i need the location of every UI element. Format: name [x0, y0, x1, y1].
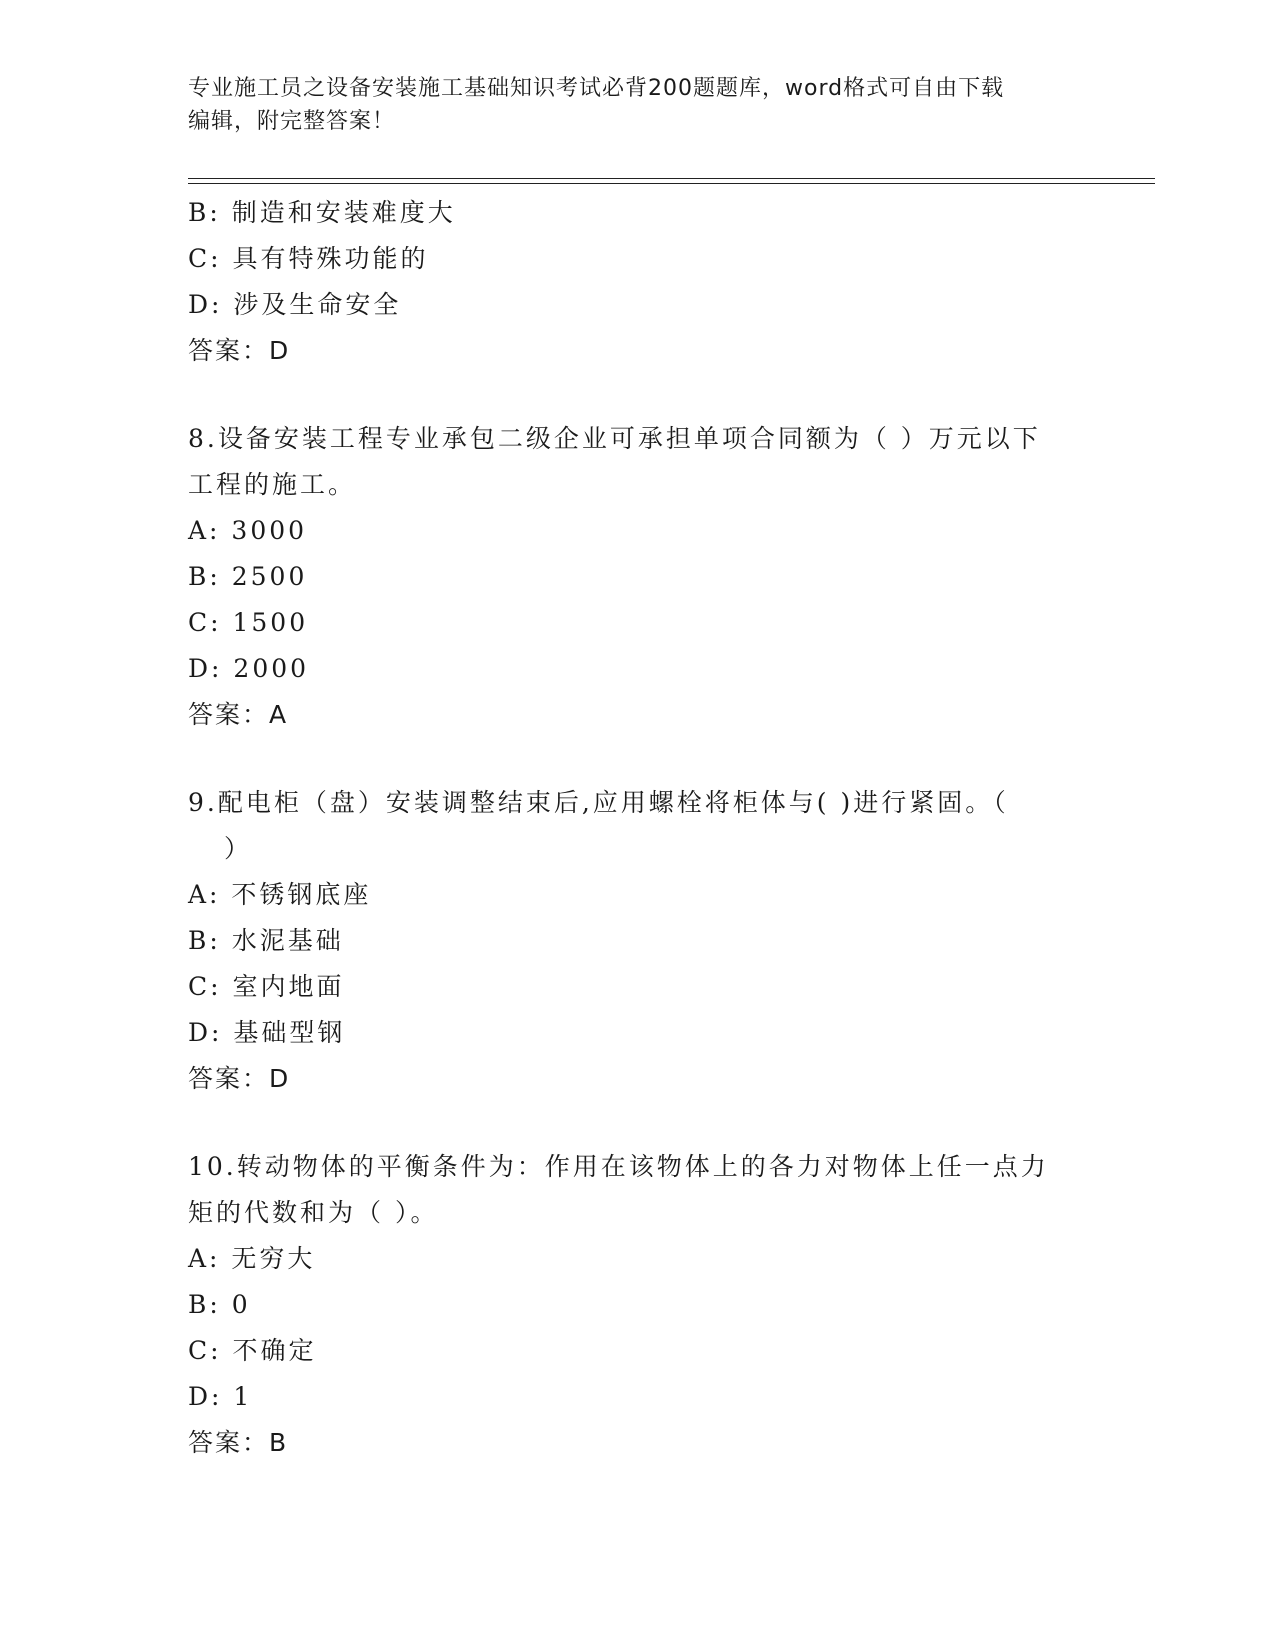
question-8-text	[188, 416, 1088, 508]
question-9-option-c: C: 室内地面	[188, 972, 345, 1001]
question-8-option-c: C: 1500	[188, 608, 309, 637]
question-10-answer: 答案：B	[188, 1428, 289, 1457]
question-7-option-d: D: 涉及生命安全	[188, 290, 402, 319]
question-9-text-line-2: ）	[224, 834, 253, 863]
question-7-option-b: B: 制造和安装难度大	[188, 198, 456, 227]
question-7-option-c: C: 具有特殊功能的	[188, 244, 429, 273]
question-10	[188, 1144, 1088, 1466]
question-9-option-a: A: 不锈钢底座	[188, 880, 372, 909]
header-title-line-2: 编辑，附完整答案！	[188, 109, 396, 134]
question-10-option-a: A: 无穷大	[188, 1244, 316, 1273]
question-9-option-b: B: 水泥基础	[188, 926, 344, 955]
question-8-text-line-1: 8.设备安装工程专业承包二级企业可承担单项合同额为（ ）万元以下	[188, 424, 1041, 453]
question-10-text	[188, 1144, 1088, 1236]
question-7-answer: 答案：D	[188, 336, 291, 365]
header-divider-bottom	[188, 183, 1155, 184]
question-9-answer: 答案：D	[188, 1064, 291, 1093]
question-10-text-line-2: 矩的代数和为（ ）。	[188, 1198, 439, 1227]
question-10-option-b: B: 0	[188, 1290, 251, 1319]
question-9-text-line-1: 9.配电柜（盘）安装调整结束后,应用螺栓将柜体与( )进行紧固。（	[188, 788, 1009, 817]
question-content	[188, 190, 1088, 1466]
document-header	[188, 72, 1068, 138]
question-10-option-c: C: 不确定	[188, 1336, 317, 1365]
question-7	[188, 190, 1088, 374]
spacer	[188, 738, 1088, 780]
question-8-option-d: D: 2000	[188, 654, 310, 683]
question-8-option-a: A: 3000	[188, 516, 308, 545]
question-9-option-d: D: 基础型钢	[188, 1018, 346, 1047]
question-9	[188, 780, 1088, 1102]
header-title-line-1: 专业施工员之设备安装施工基础知识考试必背200题题库，word格式可自由下载	[188, 76, 1005, 101]
spacer	[188, 374, 1088, 416]
question-10-option-d: D: 1	[188, 1382, 253, 1411]
question-8	[188, 416, 1088, 738]
header-divider-top	[188, 178, 1155, 179]
question-8-option-b: B: 2500	[188, 562, 308, 591]
spacer	[188, 1102, 1088, 1144]
question-9-text	[188, 780, 1088, 872]
question-8-answer: 答案：A	[188, 700, 289, 729]
question-10-text-line-1: 10.转动物体的平衡条件为：作用在该物体上的各力对物体上任一点力	[188, 1152, 1049, 1181]
question-8-text-line-2: 工程的施工。	[188, 470, 357, 499]
